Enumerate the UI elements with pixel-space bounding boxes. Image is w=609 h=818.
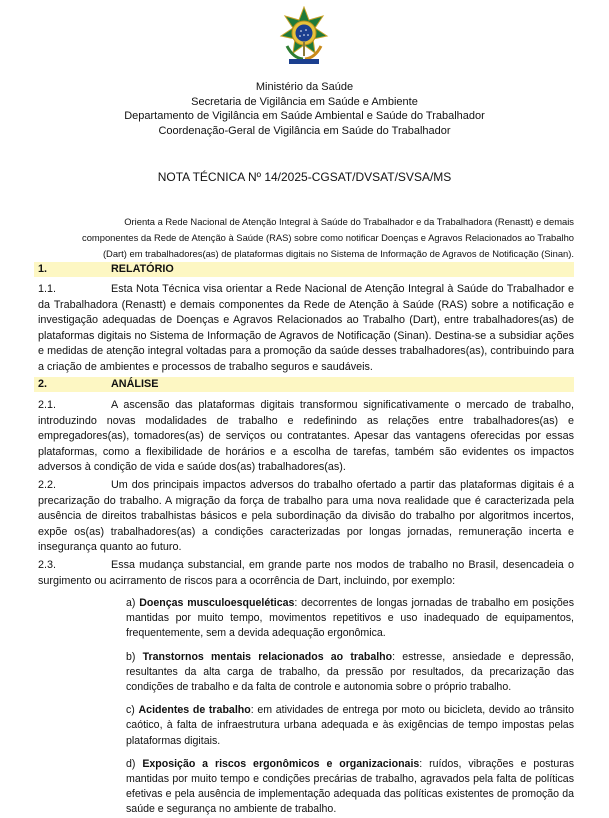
paragraph-2-3	[38, 558, 574, 589]
paragraph-text: Essa mudança substancial, em grande parte nos modos de trabalho no Brasil, desencadeia o surgimento ou acirramento de riscos para a ocorrência de Dart, incluindo, por exemplo:	[38, 559, 574, 587]
coordination-name: Coordenação-Geral de Vigilância em Saúde do Trabalhador	[158, 125, 451, 138]
item-marker: d)	[126, 757, 143, 770]
item-text: : ruídos, vibrações e posturas mantidas por muito tempo e condições precárias de trabalho, agravados pela falta de políticas efetivas e pela ausência de implementação adequada das políticas existentes de promoção da saúde e segurança no ambiente de trabalho.	[126, 757, 574, 816]
section-title: RELATÓRIO	[111, 263, 174, 275]
ementa-line: componentes da Rede de Atenção à Saúde (RAS) sobre como notificar Doenças e Agravos Relacionados ao Trabalho	[82, 232, 574, 243]
paragraph-text: Um dos principais impactos adversos do trabalho ofertado a partir das plataformas digitais é a precarização do trabalho. A migração da força de trabalho para uma nova realidade que é caracterizada pela ausência de direitos trabalhistas básicos e pela subordinação da divisão do trabalho por algoritmos incertos, expõe os(as) trabalhadores(as) a condições caracterizadas por longas jornadas, remuneração incerta e insegurança quanto ao futuro.	[38, 479, 574, 554]
paragraph-number: 2.1.	[38, 399, 57, 411]
list-item	[126, 703, 574, 749]
item-text: : decorrentes de longas jornadas de trabalho em posições mantidas por muito tempo, movimentos repetitivos e uso inadequado de equipamentos, frequentemente, sem a devida adequação ergonômica.	[126, 597, 574, 640]
item-term: Doenças musculoesqueléticas	[139, 597, 295, 609]
section-number: 2.	[38, 378, 48, 390]
list-item	[126, 650, 574, 696]
item-marker: c)	[126, 704, 139, 717]
section-heading-analise	[34, 377, 574, 392]
item-term: Acidentes de trabalho	[138, 704, 251, 717]
paragraph-2-1	[38, 398, 574, 476]
item-text: : em atividades de entrega por moto ou bicicleta, devido ao trânsito caótico, à falta de infraestrutura urbana adequada e às exigências de tempo impostas pelas plataformas digitais.	[126, 704, 574, 747]
ementa-line: (Dart) em trabalhadores(as) de plataformas digitais no Sistema de Informação de Agravos de Notificação (Sinan).	[102, 248, 574, 259]
brazil-coat-of-arms-icon	[279, 6, 329, 66]
paragraph-number: 1.1.	[38, 283, 57, 295]
risk-list	[126, 596, 574, 818]
item-marker: b)	[126, 650, 143, 663]
department-name: Departamento de Vigilância em Saúde Ambiental e Saúde do Trabalhador	[124, 110, 485, 123]
item-text: : estresse, ansiedade e depressão, resultantes da alta carga de trabalho, da pressão por resultados, da precarização das condições de trabalho e da falta de controle e autonomia sobre o próprio trabalho.	[126, 650, 574, 694]
list-item	[126, 757, 574, 818]
list-item	[126, 596, 574, 642]
ministry-name: Ministério da Saúde	[255, 81, 354, 93]
paragraph-number: 2.2.	[38, 479, 57, 491]
section-number: 1.	[38, 263, 48, 275]
item-marker: a)	[126, 597, 140, 609]
section-heading-relatorio	[34, 262, 574, 277]
institution-header	[0, 80, 609, 139]
paragraph-1-1	[38, 282, 574, 376]
item-term: Transtornos mentais relacionados ao trabalho	[142, 650, 393, 663]
secretariat-name: Secretaria de Vigilância em Saúde e Ambiente	[191, 95, 418, 108]
paragraph-2-2	[38, 478, 574, 556]
document-title: NOTA TÉCNICA Nº 14/2025-CGSAT/DVSAT/SVSA/MS	[157, 170, 452, 184]
paragraph-text: Esta Nota Técnica visa orientar a Rede Nacional de Atenção Integral à Saúde do Trabalhador e da Trabalhadora (Renastt) e demais componentes da Rede de Atenção à Saúde (RAS) sobre a notificação e investigação adequadas de Doenças e Agravos Relacionados ao Trabalho (Dart), entre trabalhadores(as) de plataformas digitais no Sistema de Informação de Agravos de Notificação (Sinan). Destina-se a subsidiar ações e medidas de atenção integral voltadas para a promoção da saúde desses trabalhadores(as), contribuindo para a criação de ambientes e processos de trabalho seguros e saudáveis.	[38, 283, 574, 373]
paragraph-number: 2.3.	[38, 559, 57, 571]
ementa	[40, 214, 574, 262]
item-term: Exposição a riscos ergonômicos e organizacionais	[142, 757, 420, 770]
ementa-line: Orienta a Rede Nacional de Atenção Integral à Saúde do Trabalhador e da Trabalhadora (Renastt) e demais	[124, 216, 574, 227]
section-title: ANÁLISE	[111, 378, 159, 390]
paragraph-text: A ascensão das plataformas digitais transformou significativamente o mercado de trabalho, introduzindo novas modalidades de trabalho e redefinindo as relações entre trabalhadores(as) e empregadores(as), tomadores(as) de serviços ou contratantes. Apesar das vantagens oferecidas por essas plataformas, como a flexibilidade de horários e a escolha de tarefas, também são evidentes os impactos adversos à condição de vida e saúde dos(as) trabalhadores(as).	[38, 399, 574, 474]
